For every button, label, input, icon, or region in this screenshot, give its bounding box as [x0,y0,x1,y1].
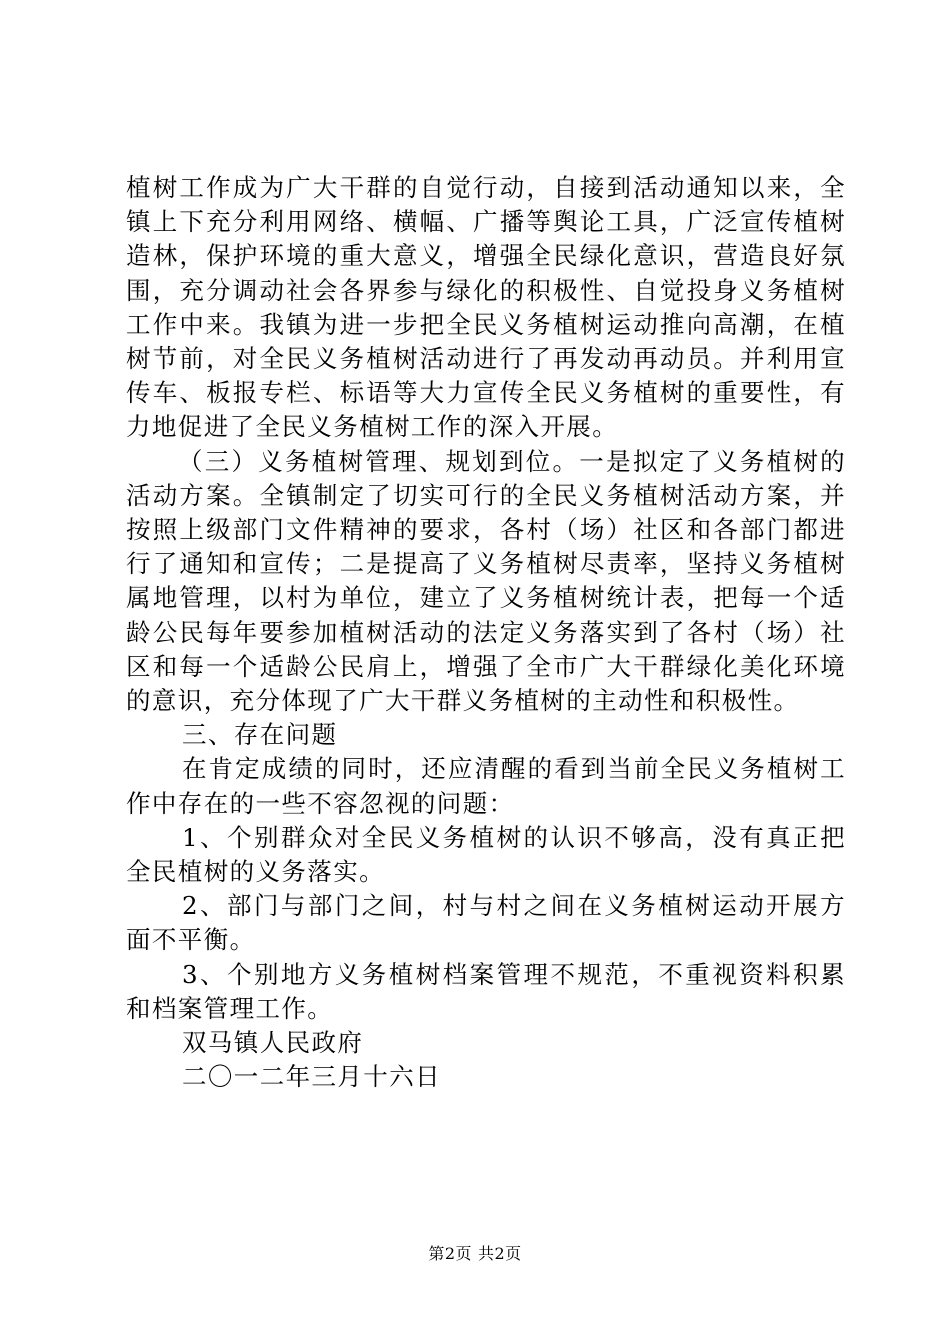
paragraph-problems-intro: 在肯定成绩的同时，还应清醒的看到当前全民义务植树工作中存在的一些不容忽视的问题： [126,754,846,818]
problem-item-3: 3、个别地方义务植树档案管理不规范，不重视资料积累和档案管理工作。 [126,959,846,1023]
paragraph-management: （三）义务植树管理、规划到位。一是拟定了义务植树的活动方案。全镇制定了切实可行的全民义务植树活动方案，并按照上级部门文件精神的要求，各村（场）社区和各部门都进行了通知和宣传；二是提高了义务植树尽责率，坚持义务植树属地管理，以村为单位，建立了义务植树统计表，把每一个适龄公民每年要参加植树活动的法定义务落实到了各村（场）社区和每一个适龄公民肩上，增强了全市广大干群绿化美化环境的意识，充分体现了广大干群义务植树的主动性和积极性。 [126,446,846,716]
paragraph-publicity: 植树工作成为广大干群的自觉行动，自接到活动通知以来，全镇上下充分利用网络、横幅、广播等舆论工具，广泛宣传植树造林，保护环境的重大意义，增强全民绿化意识，营造良好氛围，充分调动社会各界参与绿化的积极性、自觉投身义务植树工作中来。我镇为进一步把全民义务植树运动推向高潮，在植树节前，对全民义务植树活动进行了再发动再动员。并利用宣传车、板报专栏、标语等大力宣传全民义务植树的重要性，有力地促进了全民义务植树工作的深入开展。 [126,173,846,442]
problem-item-2: 2、部门与部门之间，村与村之间在义务植树运动开展方面不平衡。 [126,891,846,955]
signature-organization: 双马镇人民政府 [182,1028,364,1058]
page-total: 共2页 [478,1244,522,1263]
section-heading-problems: 三、存在问题 [182,720,338,750]
page-number: 第2页 [428,1244,472,1263]
document-body [126,171,846,1094]
problem-item-1: 1、个别群众对全民义务植树的认识不够高，没有真正把全民植树的义务落实。 [126,822,846,887]
signature-date: 二〇一二年三月十六日 [182,1062,441,1092]
page-footer [0,1244,950,1264]
